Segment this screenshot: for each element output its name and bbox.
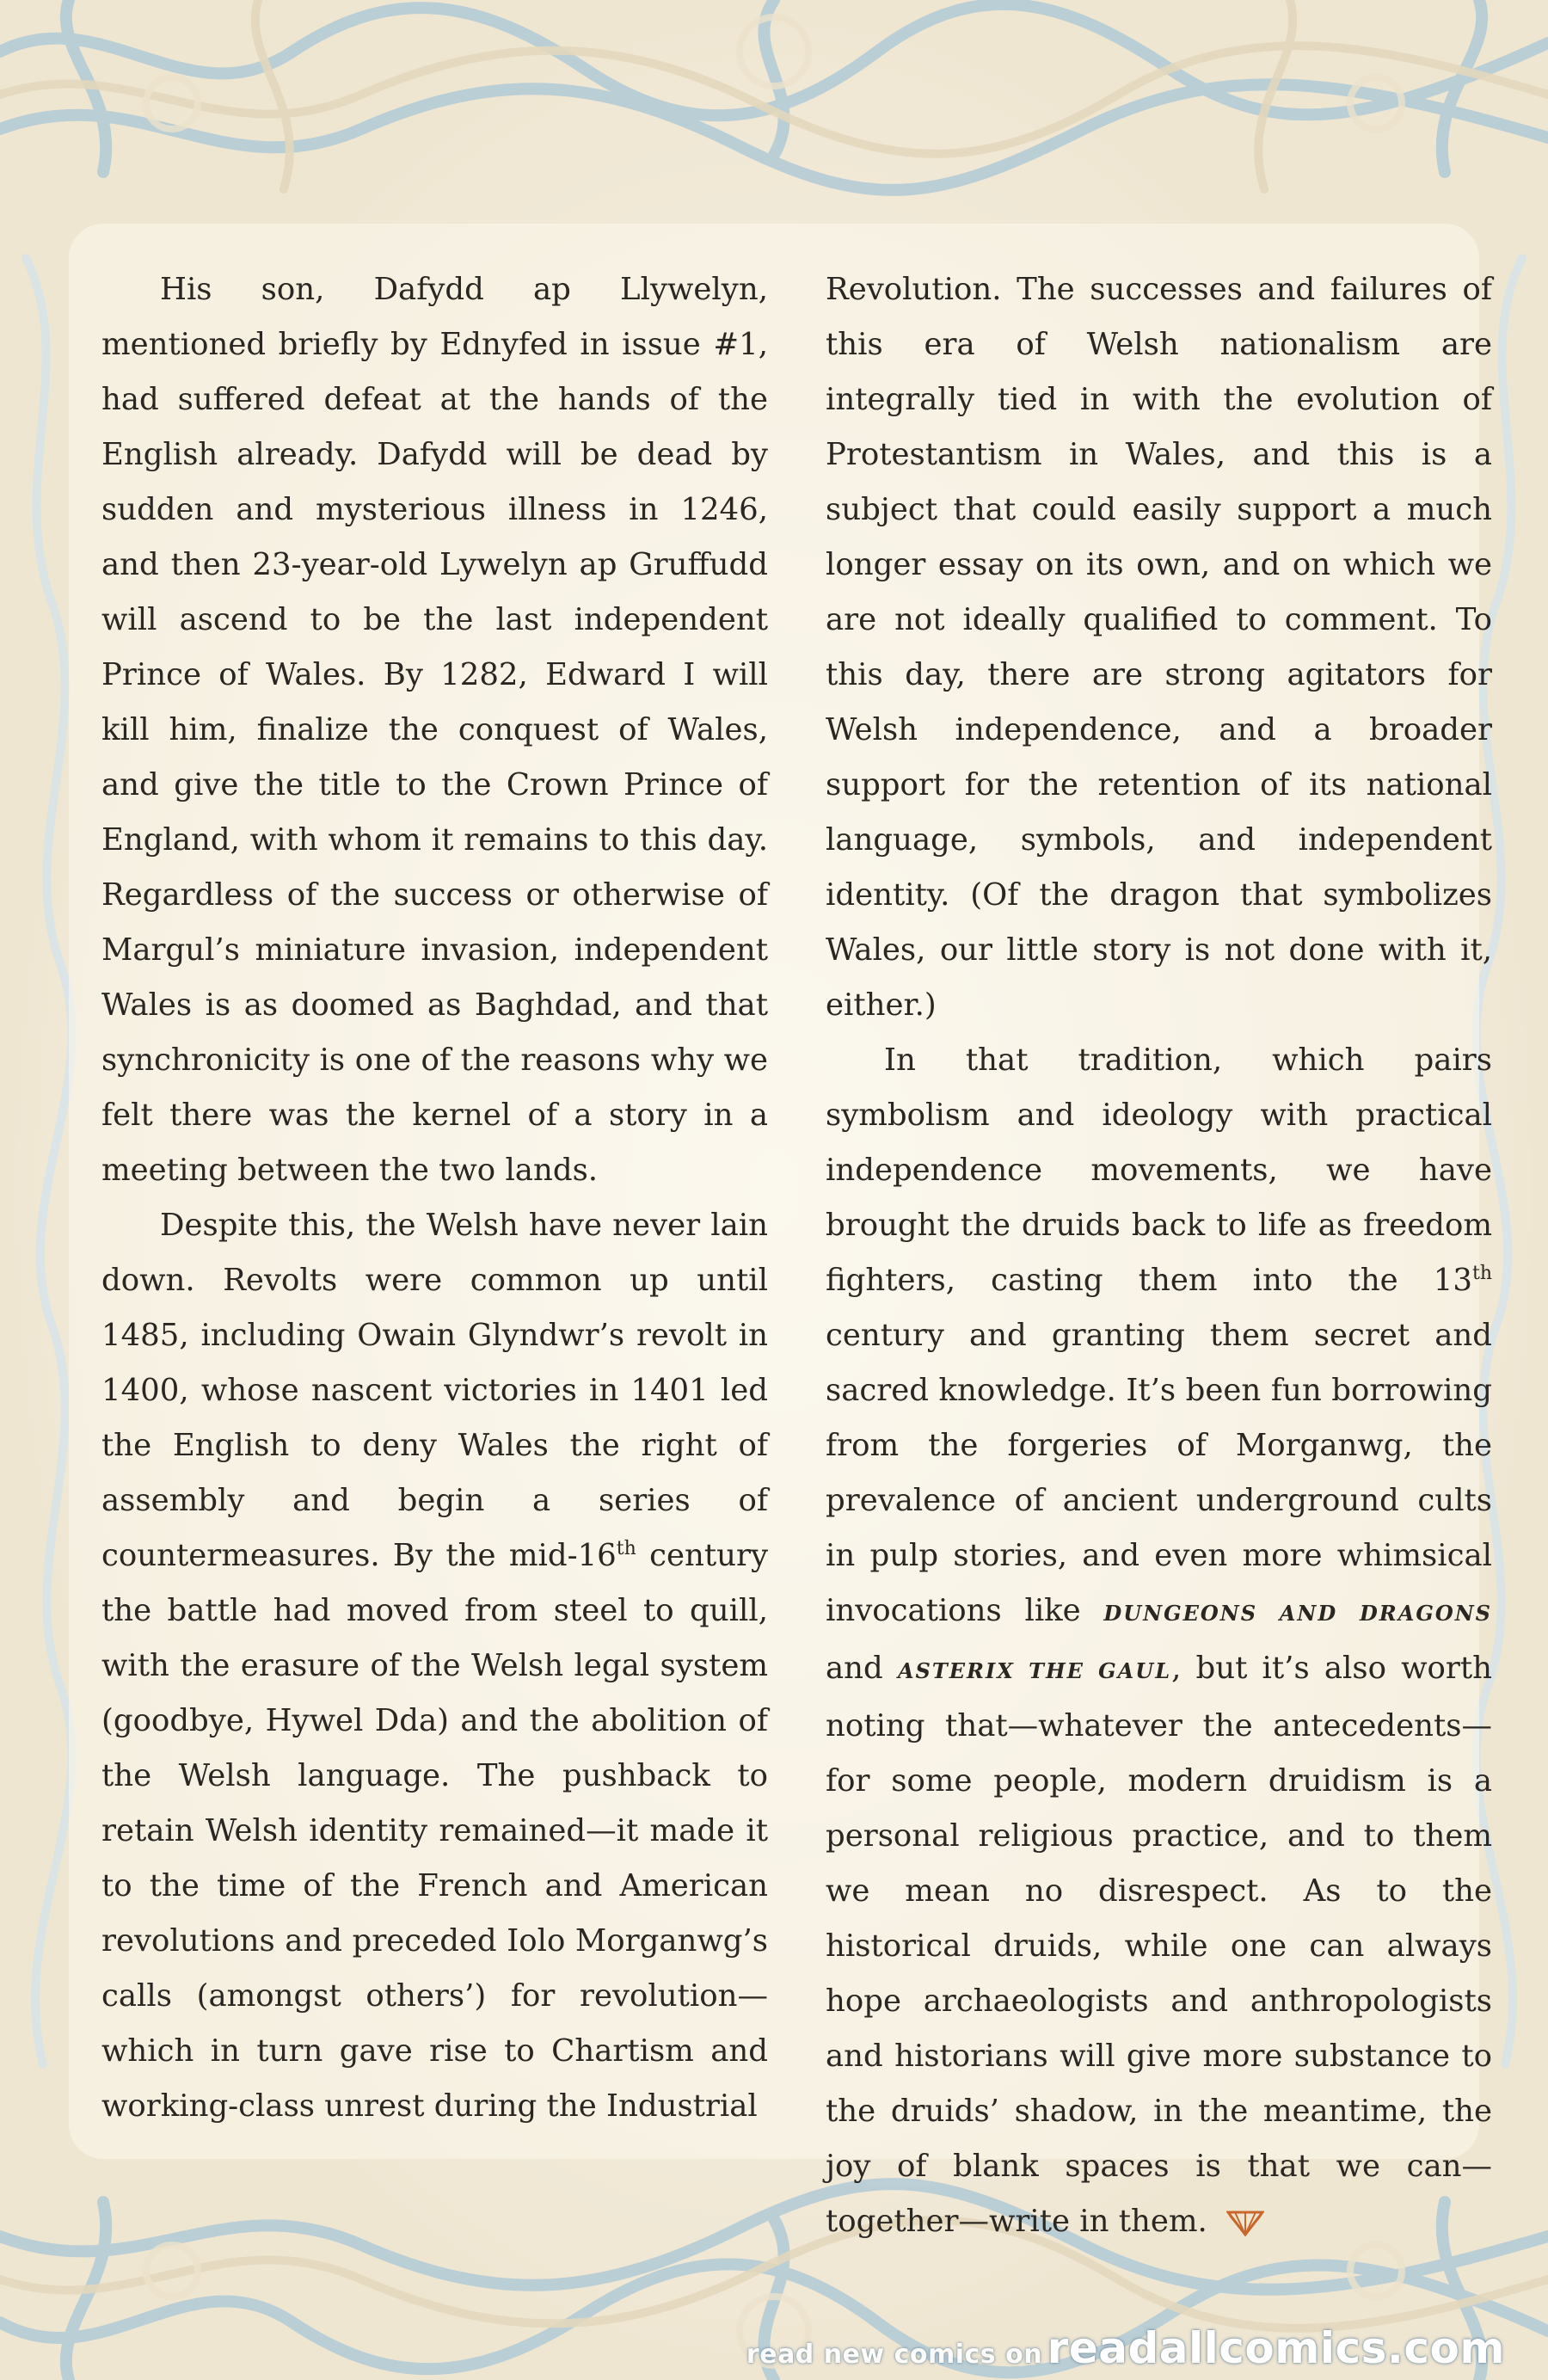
paragraph: In that tradition, which pairs symbolism and ideology with practical independence movements, we have brought the druids back to life as freedom fighters, casting them into the 13th century and granting them secret and sacred knowledge. It’s been fun borrowing from the forgeries of Morganwg, the prevalence of ancient underground cults in pulp stories, and even more whimsical invocations like DUNGEONS AND DRAGONS and ASTERIX THE GAUL, but it’s also worth noting that—whatever the antecedents—for some people, modern druidism is a personal religious practice, and to them we mean no disrespect. As to the historical druids, while one can always hope archaeologists and anthropologists and historians will give more substance to the druids’ shadow, in the meantime, the joy of blank spaces is that we can—together—write in them. [826, 1042, 1492, 2239]
watermark-site-name: readallcomics.com [1047, 2323, 1505, 2373]
paragraph: Revolution. The successes and failures of this era of Welsh nationalism are integrally tied in with the evolution of Protestantism in Wales, and this is a subject that could easily support a much longer essay on its own, and on which we are not ideally qualified to comment. To this day, there are strong agitators for Welsh independence, and a broader support for the retention of its national language, symbols, and independent identity. (Of the dragon that symbolizes Wales, our little story is not done with it, either.) [826, 272, 1492, 1023]
book-title: DUNGEONS AND DRAGONS [1103, 1601, 1492, 1626]
watermark-small-text: read new comics on [746, 2340, 1043, 2370]
site-watermark [746, 2323, 1505, 2373]
book-title: ASTERIX THE GAUL [897, 1658, 1172, 1683]
sunburst-end-mark-icon [1226, 2209, 1264, 2238]
paragraph: Despite this, the Welsh have never lain down. Revolts were common up until 1485, including Owain Glyndwr’s revolt in 1400, whose nascent victories in 1401 led the English to deny Wales the right of assembly and begin a series of countermeasures. By the mid-16th century the battle had moved from steel to quill, with the erasure of the Welsh legal system (goodbye, Hywel Dda) and the abolition of the Welsh language. The pushback to retain Welsh identity remained—it made it to the time of the French and American revolutions and preceded Iolo Morganwg’s calls (amongst others’) for revolution—which in turn gave rise to Chartism and working-class unrest during the Industrial [101, 1208, 769, 2124]
paragraph: His son, Dafydd ap Llywelyn, mentioned briefly by Ednyfed in issue #1, had suffered defeat at the hands of the English already. Dafydd will be dead by sudden and mysterious illness in 1246, and then 23-year-old Lywelyn ap Gruffudd will ascend to be the last independent Prince of Wales. By 1282, Edward I will kill him, finalize the conquest of Wales, and give the title to the Crown Prince of England, with whom it remains to this day. Regardless of the success or otherwise of Margul’s miniature invasion, independent Wales is as doomed as Baghdad, and that synchronicity is one of the reasons why we felt there was the kernel of a story in a meeting between the two lands. [101, 272, 768, 1188]
right-text-column [826, 262, 1492, 2249]
left-text-column [101, 262, 768, 2134]
